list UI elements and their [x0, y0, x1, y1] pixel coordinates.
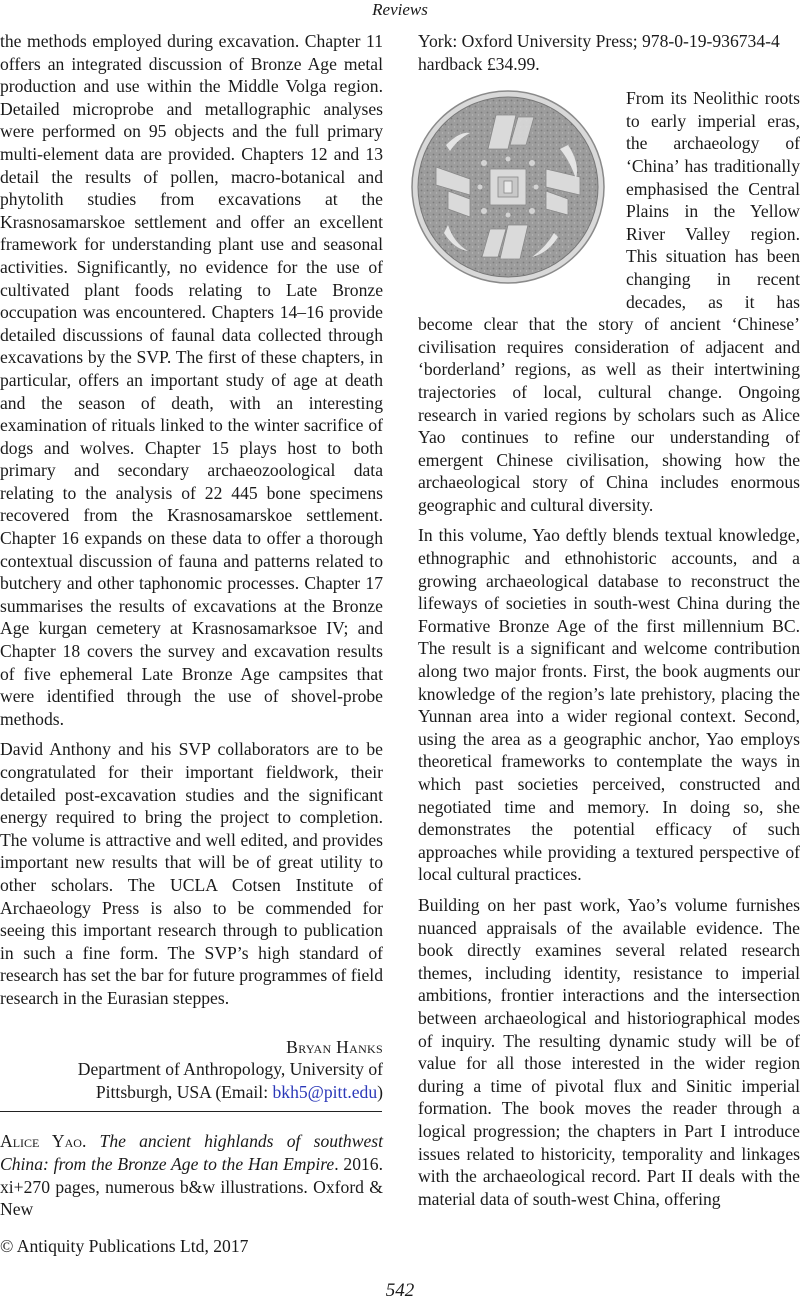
review-paragraph: the methods employed during excavation. Chapter 11 offers an integrated discussion of Bronze Age metal production and use within the Middle Volga region. Detailed microprobe and metallographic analyses were performed on 95 objects and the full primary multi-element data are provided. Chapters 12 and 13 detail the results of pollen, macro-botanical and phytolith studies from excavations at the Krasnosamarskoe settlement and offer an excellent framework for understanding plant use and seasonal activities. Significantly, no evidence for the use of cultivated plant foods relating to Late Bronze occupation was encountered. Chapters 14–16 provide detailed discussions of faunal data collected through excavations by the SVP. The first of these chapters, in particular, offers an important study of age at death and the season of death, with an interesting examination of rituals linked to the winter sacrifice of dogs and wolves. Chapter 15 plays host to both primary and secondary archaeozoological data relating to the analysis of 22 445 bone specimens recovered from the Krasnosamarskoe settlement. Chapter 16 expands on these data to offer a thorough contextual discussion of fauna and patterns related to butchery and other taphonomic processes. Chapter 17 summarises the results of excavations at the Bronze Age kurgan cemetery at Krasnosamarksoe IV; and Chapter 18 covers the survey and excavation results of five ephemeral Late Bronze Age campsites that were identified through the use of shovel-probe methods.: [0, 31, 383, 729]
bronze-disc-illustration: [408, 87, 608, 287]
running-head: Reviews: [372, 0, 428, 19]
book-details: . 2016. xi+270 pages, numerous b&w illustrations. Oxford & New: [0, 1153, 384, 1220]
right-column: [418, 30, 800, 1210]
affiliation-close: ): [377, 1081, 383, 1102]
left-column: [0, 30, 383, 1221]
review-paragraph: From its Neolithic roots to early imperial eras, the archaeology of ‘China’ has traditionally emphasised the Central Plains in the Yellow River Valley region. This situation has been changing in recent decades, as it has become clear that the story of ancient ‘Chinese’ civilisation requires consideration of adjacent and ‘borderland’ regions, as well as their intertwining trajectories of local, cultural change. Ongoing research in varied regions by scholars such as Alice Yao continues to refine our understanding of emergent Chinese civilisation, showing how the archaeological story of China includes enormous geographic and cultural diversity.: [418, 88, 800, 515]
review-paragraph: David Anthony and his SVP collaborators are to be congratulated for their important fieldwork, their detailed post-excavation studies and the significant energy required to bring the project to completion. The volume is attractive and well edited, and provides important new results that will be of great utility to other scholars. The UCLA Cotsen Institute of Archaeology Press is also to be commended for seeing this important research through to publication in such a fine form. The SVP’s high standard of research has set the bar for future programmes of field research in the Eurasian steppes.: [0, 739, 383, 1008]
book-author: Alice Yao: [0, 1131, 82, 1152]
copyright-notice: © Antiquity Publications Ltd, 2017: [0, 1236, 249, 1256]
reviewer-affiliation: Department of Anthropology, University of: [77, 1059, 383, 1080]
book-title: The ancient highlands of southwest China: from the Bronze Age to the Han Empire: [0, 1131, 383, 1174]
book-citation: Alice Yao. The ancient highlands of southwest China: from the Bronze Age to the Han Empire. 2016. xi+270 pages, numerous b&w illustrations. Oxford & New: [0, 1131, 384, 1220]
reviewer-name: Bryan Hanks: [286, 1036, 383, 1057]
reviewer-affiliation-2: Pittsburgh, USA (Email:: [95, 1081, 273, 1102]
review-paragraph: In this volume, Yao deftly blends textual knowledge, ethnographic and ethnohistoric accounts, and a growing archaeological database to reconstruct the lifeways of societies in south-west China during the Formative Bronze Age of the first millennium BC. The result is a significant and welcome contribution along two major fronts. First, the book augments our knowledge of the region’s late prehistory, placing the Yunnan area into a wider regional context. Second, using the area as a geographic anchor, Yao employs theoretical frameworks to contemplate the ways in which past societies perceived, constructed and negotiated time and memory. In doing so, she demonstrates the potential efficacy of such approaches while providing a textured perspective of local cultural practices.: [418, 525, 800, 885]
book-citation-continued: York: Oxford University Press; 978-0-19-936734-4 hardback £34.99.: [418, 31, 780, 74]
review-paragraph: Building on her past work, Yao’s volume furnishes nuanced appraisals of the available evidence. The book directly examines several related research themes, including identity, resistance to imperial ambitions, frontier interactions and the intersection between archaeological and historiographical modes of inquiry. The resulting dynamic study will be of value for all those interested in the wider region during a time of pivotal flux and Sinitic imperial formation. The book moves the reader through a logical progression; the chapters in Part I introduce issues related to historicity, temporality and linkages with the archaeological record. Part II deals with the material data of south-west China, offering: [418, 894, 800, 1209]
page-number: 542: [385, 1280, 415, 1301]
section-divider: [0, 1111, 382, 1112]
reviewer-signature: [0, 1036, 383, 1104]
book-cover-figure: [408, 87, 618, 295]
reviewer-email-link[interactable]: bkh5@pitt.edu: [272, 1081, 378, 1102]
